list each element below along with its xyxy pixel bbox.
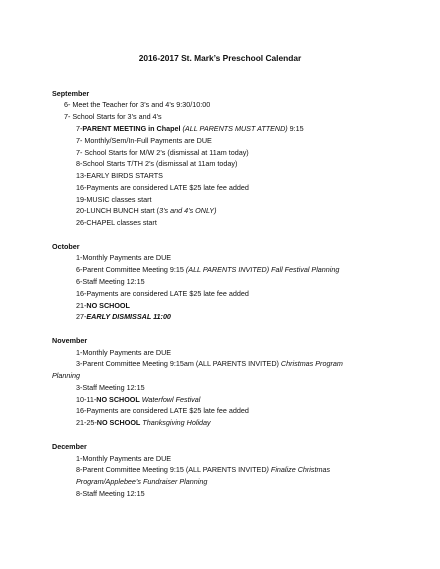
- entry-date: 21-25-: [76, 418, 97, 427]
- entry-date: 10-11-: [76, 395, 97, 404]
- entry-time: 9:15: [287, 124, 304, 133]
- calendar-entry: 6-Staff Meeting 12:15: [76, 277, 145, 286]
- entry-text: 6-Parent Committee Meeting 9:15: [76, 265, 186, 274]
- calendar-entry: 7- School Starts for 3’s and 4’s: [64, 112, 162, 121]
- calendar-entry: 26-CHAPEL classes start: [76, 218, 157, 227]
- calendar-entry: 19-MUSIC classes start: [76, 195, 152, 204]
- entry-emphasis: NO SCHOOL: [96, 418, 141, 427]
- entry-note: (ALL PARENTS MUST ATTEND): [180, 124, 288, 133]
- entry-emphasis: PARENT MEETING in Chapel: [82, 124, 181, 133]
- calendar-entry-continued: [76, 476, 207, 488]
- month-heading-december: December: [52, 442, 87, 451]
- calendar-entry: 16-Payments are considered LATE $25 late fee added: [76, 289, 249, 298]
- entry-note: Waterfowl Festival: [139, 395, 201, 404]
- month-heading-november: November: [52, 336, 88, 345]
- entry-text: 20-LUNCH BUNCH start (: [76, 206, 160, 215]
- month-heading-september: September: [52, 89, 90, 98]
- calendar-entry: 8-School Starts T/TH 2’s (dismissal at 11am today): [76, 159, 238, 168]
- calendar-entry: 16-Payments are considered LATE $25 late fee added: [76, 183, 249, 192]
- calendar-entry: 13-EARLY BIRDS STARTS: [76, 171, 163, 180]
- entry-emphasis: EARLY DISMISSAL 11:00: [86, 312, 171, 321]
- entry-note: Planning: [52, 371, 80, 380]
- calendar-entry: [76, 394, 200, 406]
- calendar-entry-continued: [52, 370, 80, 382]
- entry-note: Christmas Program: [280, 359, 343, 368]
- calendar-entry: [76, 205, 216, 217]
- entry-text: 3-Parent Committee Meeting 9:15am (ALL PARENTS INVITED): [76, 359, 281, 368]
- calendar-entry: 1-Monthly Payments are DUE: [76, 253, 172, 262]
- calendar-entry: 16-Payments are considered LATE $25 late fee added: [76, 406, 249, 415]
- calendar-entry: 7- Monthly/Sem/In-Full Payments are DUE: [76, 136, 212, 145]
- calendar-entry: 6- Meet the Teacher for 3’s and 4’s 9:30/10:00: [64, 100, 211, 109]
- calendar-entry: [76, 358, 343, 370]
- calendar-entry: 3-Staff Meeting 12:15: [76, 383, 145, 392]
- calendar-entry: 7- School Starts for M/W 2’s (dismissal at 11am today): [76, 148, 249, 157]
- entry-date: 21-: [76, 301, 87, 310]
- month-heading-october: October: [52, 242, 80, 251]
- calendar-entry: 1-Monthly Payments are DUE: [76, 454, 172, 463]
- entry-note: Thanksgiving Holiday: [140, 418, 211, 427]
- entry-note: (ALL PARENTS INVITED) Fall Festival Planning: [185, 265, 340, 274]
- entry-date: 7-: [76, 124, 83, 133]
- calendar-entry: 1-Monthly Payments are DUE: [76, 348, 172, 357]
- entry-note: 3’s and 4’s ONLY): [159, 206, 217, 215]
- entry-emphasis: NO SCHOOL: [86, 301, 130, 310]
- calendar-entry: 8-Staff Meeting 12:15: [76, 489, 145, 498]
- calendar-entry: [76, 464, 330, 476]
- calendar-entry: [76, 300, 130, 312]
- entry-note: Program/Applebee’s Fundraiser Planning: [76, 477, 208, 486]
- entry-text: 8-Parent Committee Meeting 9:15 (ALL PARENTS INVITED: [76, 465, 267, 474]
- page-title: 2016-2017 St. Mark’s Preschool Calendar: [138, 53, 302, 63]
- calendar-entry: [76, 311, 171, 323]
- calendar-entry: [76, 417, 211, 429]
- calendar-entry: [76, 123, 304, 135]
- entry-note: ) Finalize Christmas: [266, 465, 331, 474]
- entry-date: 27-: [76, 312, 87, 321]
- calendar-entry: [76, 264, 339, 276]
- entry-emphasis: NO SCHOOL: [96, 395, 140, 404]
